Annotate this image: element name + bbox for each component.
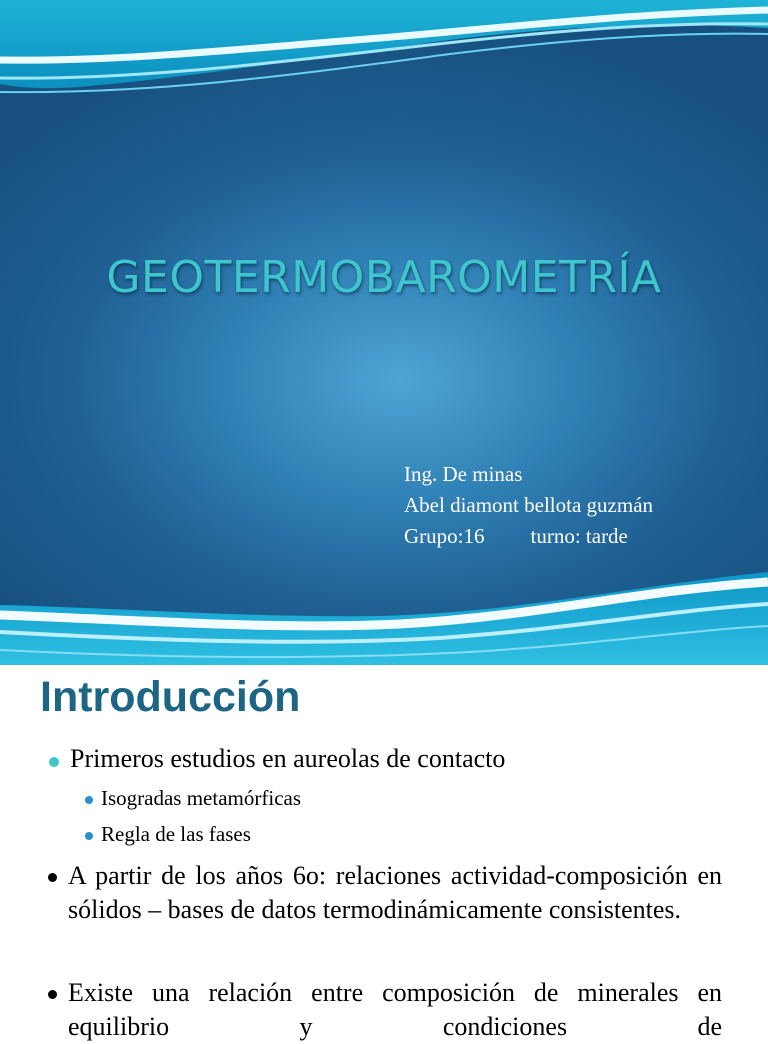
group-shift-line bbox=[404, 521, 653, 552]
group-label: Grupo:16 bbox=[404, 524, 485, 548]
career-line: Ing. De minas bbox=[404, 462, 523, 486]
bullet-item: Isogradas metamórficas bbox=[101, 786, 302, 810]
bullet-dot-black bbox=[48, 873, 57, 882]
bullet-item: Regla de las fases bbox=[101, 822, 251, 846]
bullet-item: Primeros estudios en aureolas de contacto bbox=[70, 744, 506, 773]
presentation-title: GEOTERMOBAROMETRÍA bbox=[106, 252, 662, 303]
slide-heading: Introducción bbox=[40, 673, 301, 721]
top-wave-decoration bbox=[0, 0, 768, 100]
shift-label: turno: tarde bbox=[530, 524, 628, 548]
content-slide bbox=[0, 665, 768, 1041]
bullet-dot-black bbox=[48, 990, 57, 999]
author-name: Abel diamont bellota guzmán bbox=[404, 493, 654, 517]
bullet-item: A partir de los años 6o: relaciones actividad-composición en sólidos – bases de datos termodinámicamente consistentes. bbox=[68, 861, 722, 924]
author-info bbox=[404, 459, 653, 552]
bullet-dot-cyan bbox=[49, 757, 59, 767]
bullet-item: Existe una relación entre composición de minerales en equilibrio y condiciones de bbox=[68, 978, 722, 1041]
bullet-dot-blue bbox=[85, 832, 93, 840]
bullet-dot-blue bbox=[85, 796, 93, 804]
bottom-wave-decoration bbox=[0, 560, 768, 665]
